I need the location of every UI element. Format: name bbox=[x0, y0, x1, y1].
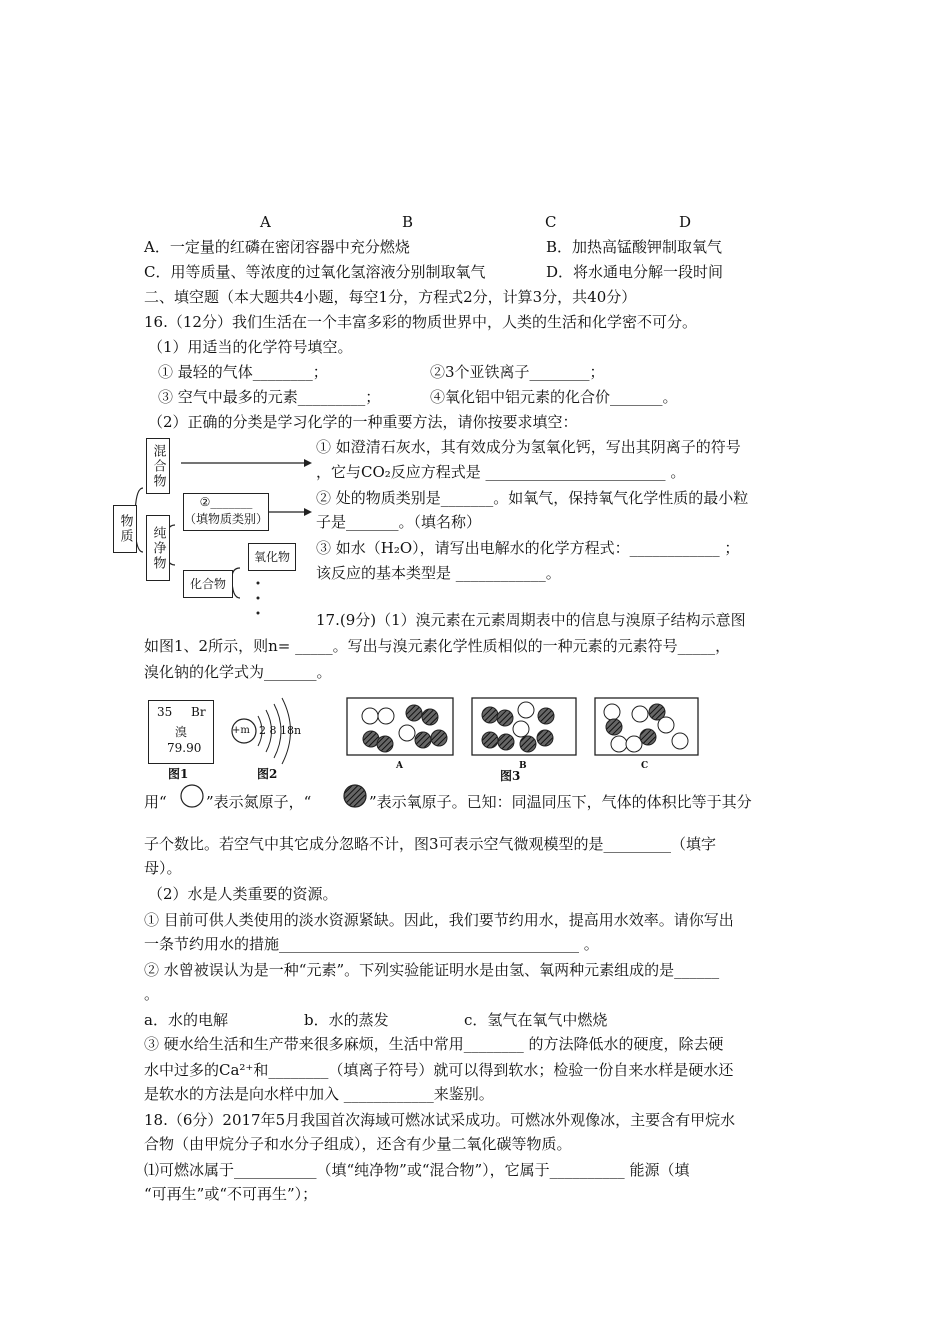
option-d: D．将水通电分解一段时间 bbox=[546, 263, 724, 281]
tree-blank-label: ②_______ bbox=[199, 495, 253, 509]
choice-header-a: A bbox=[260, 213, 271, 231]
fig3-label: 图3 bbox=[500, 769, 521, 783]
fig1-label: 图1 bbox=[168, 767, 189, 781]
fig2-label: 图2 bbox=[257, 767, 278, 781]
choice-header-c: C bbox=[545, 213, 557, 231]
q16-part1: （1）用适当的化学符号填空。 bbox=[148, 338, 353, 356]
atom-shells: 2 8 18n bbox=[259, 724, 302, 737]
q18-line1: 18.（6分）2017年5月我国首次海域可燃冰试采成功。可燃冰外观像冰，主要含有甲烷水 bbox=[144, 1111, 736, 1129]
q16-item2: ②3个亚铁离子________； bbox=[430, 363, 605, 381]
element-name: 溴 bbox=[175, 725, 188, 739]
tree-compound: 化合物 bbox=[183, 570, 233, 598]
q17-line10: ② 水曾被误认为是一种“元素”。下列实验能证明水是由氢、氧两种元素组成的是______ bbox=[144, 961, 720, 979]
q16-answer-line4: 子是_______。（填名称） bbox=[316, 513, 482, 531]
q16-item3: ③ 空气中最多的元素_________； bbox=[158, 388, 381, 406]
option-a: A．一定量的红磷在密闭容器中充分燃烧 bbox=[144, 238, 410, 256]
tree-oxide: 氧化物 bbox=[248, 543, 296, 571]
q17-line1: 17.(9分)（1）溴元素在元素周期表中的信息与溴原子结构示意图 bbox=[316, 611, 746, 629]
q18-line3: ⑴可燃冰属于___________（填“纯净物”或“混合物”），它属于__________ 能源（填 bbox=[144, 1161, 690, 1179]
section-title: 二、填空题（本大题共4小题，每空1分，方程式2分，计算3分，共40分） bbox=[144, 288, 637, 306]
q17-legend-part1: 用“ bbox=[144, 793, 167, 811]
q17-line5: 子个数比。若空气中其它成分忽略不计，图3可表示空气微观模型的是_________（填字 bbox=[144, 835, 717, 853]
tree-pure-substance: 纯净物 bbox=[146, 515, 170, 581]
q17-line12: ③ 硬水给生活和生产带来很多麻烦，生活中常用________ 的方法降低水的硬度，除去硬 bbox=[144, 1035, 724, 1053]
q17-option-b: b．水的蒸发 bbox=[304, 1011, 389, 1029]
box-c-label: C bbox=[641, 761, 649, 771]
q18-line2: 合物（由甲烷分子和水分子组成），还含有少量二氧化碳等物质。 bbox=[144, 1135, 572, 1153]
q17-legend-part2: ”表示氮原子，“ bbox=[206, 793, 312, 811]
option-b: B．加热高锰酸钾制取氧气 bbox=[546, 238, 723, 256]
q17-line13: 水中过多的Ca²⁺和________（填离子符号）就可以得到软水；检验一份自来水样是硬水还 bbox=[144, 1061, 734, 1079]
element-mass: 79.90 bbox=[167, 741, 202, 755]
element-symbol: Br bbox=[191, 705, 206, 719]
tree-blank-hint: （填物质类别） bbox=[184, 512, 269, 526]
q16-item4: ④氧化铝中铝元素的化合价_______。 bbox=[430, 388, 678, 406]
q17-legend-part3: ”表示氧原子。已知：同温同压下，气体的体积比等于其分 bbox=[369, 793, 752, 811]
q16-item1: ① 最轻的气体________； bbox=[158, 363, 328, 381]
q16-answer-line3: ② 处的物质类别是_______。如氧气，保持氧气化学性质的最小粒 bbox=[316, 489, 749, 507]
q16-answer-line2: ，它与CO₂反应方程式是 ________________________ 。 bbox=[316, 463, 686, 481]
q17-line9: 一条节约用水的措施________________________________________ 。 bbox=[144, 935, 599, 953]
tree-mixture: 混合物 bbox=[146, 438, 170, 494]
tree-root-substance: 物质 bbox=[113, 505, 137, 553]
q18-line4: “可再生”或“不可再生”）； bbox=[144, 1185, 318, 1203]
q17-line2: 如图1、2所示，则n= _____。写出与溴元素化学性质相似的一种元素的元素符号_____， bbox=[144, 637, 731, 655]
q16-part2: （2）正确的分类是学习化学的一种重要方法，请你按要求填空： bbox=[148, 413, 578, 431]
q16-answer-line6: 该反应的基本类型是 ____________。 bbox=[316, 564, 561, 582]
box-a-label: A bbox=[396, 761, 403, 771]
q17-option-a: a．水的电解 bbox=[144, 1011, 228, 1029]
q17-line6: 母）。 bbox=[144, 859, 182, 877]
choice-header-b: B bbox=[402, 213, 414, 231]
box-b-label: B bbox=[519, 761, 527, 771]
q17-line7: （2）水是人类重要的资源。 bbox=[148, 885, 338, 903]
element-atomic-number: 35 bbox=[157, 705, 173, 719]
q17-line8: ① 目前可供人类使用的淡水资源紧缺。因此，我们要节约用水，提高用水效率。请你写出 bbox=[144, 911, 734, 929]
q17-option-c: c．氢气在氧气中燃烧 bbox=[464, 1011, 608, 1029]
q16-answer-line1: ① 如澄清石灰水，其有效成分为氢氧化钙，写出其阴离子的符号 bbox=[316, 438, 741, 456]
choice-header-d: D bbox=[679, 213, 692, 231]
q17-line3: 溴化钠的化学式为_______。 bbox=[144, 663, 332, 681]
atom-nucleus: +m bbox=[232, 725, 250, 736]
q16-stem: 16.（12分）我们生活在一个丰富多彩的物质世界中，人类的生活和化学密不可分。 bbox=[144, 313, 697, 331]
q16-answer-line5: ③ 如水（H₂O），请写出电解水的化学方程式：____________ ； bbox=[316, 539, 740, 557]
q17-line11: 。 bbox=[144, 985, 160, 1003]
q17-line14: 是软水的方法是向水样中加入 ____________来鉴别。 bbox=[144, 1085, 494, 1103]
option-c: C．用等质量、等浓度的过氧化氢溶液分别制取氧气 bbox=[144, 263, 486, 281]
